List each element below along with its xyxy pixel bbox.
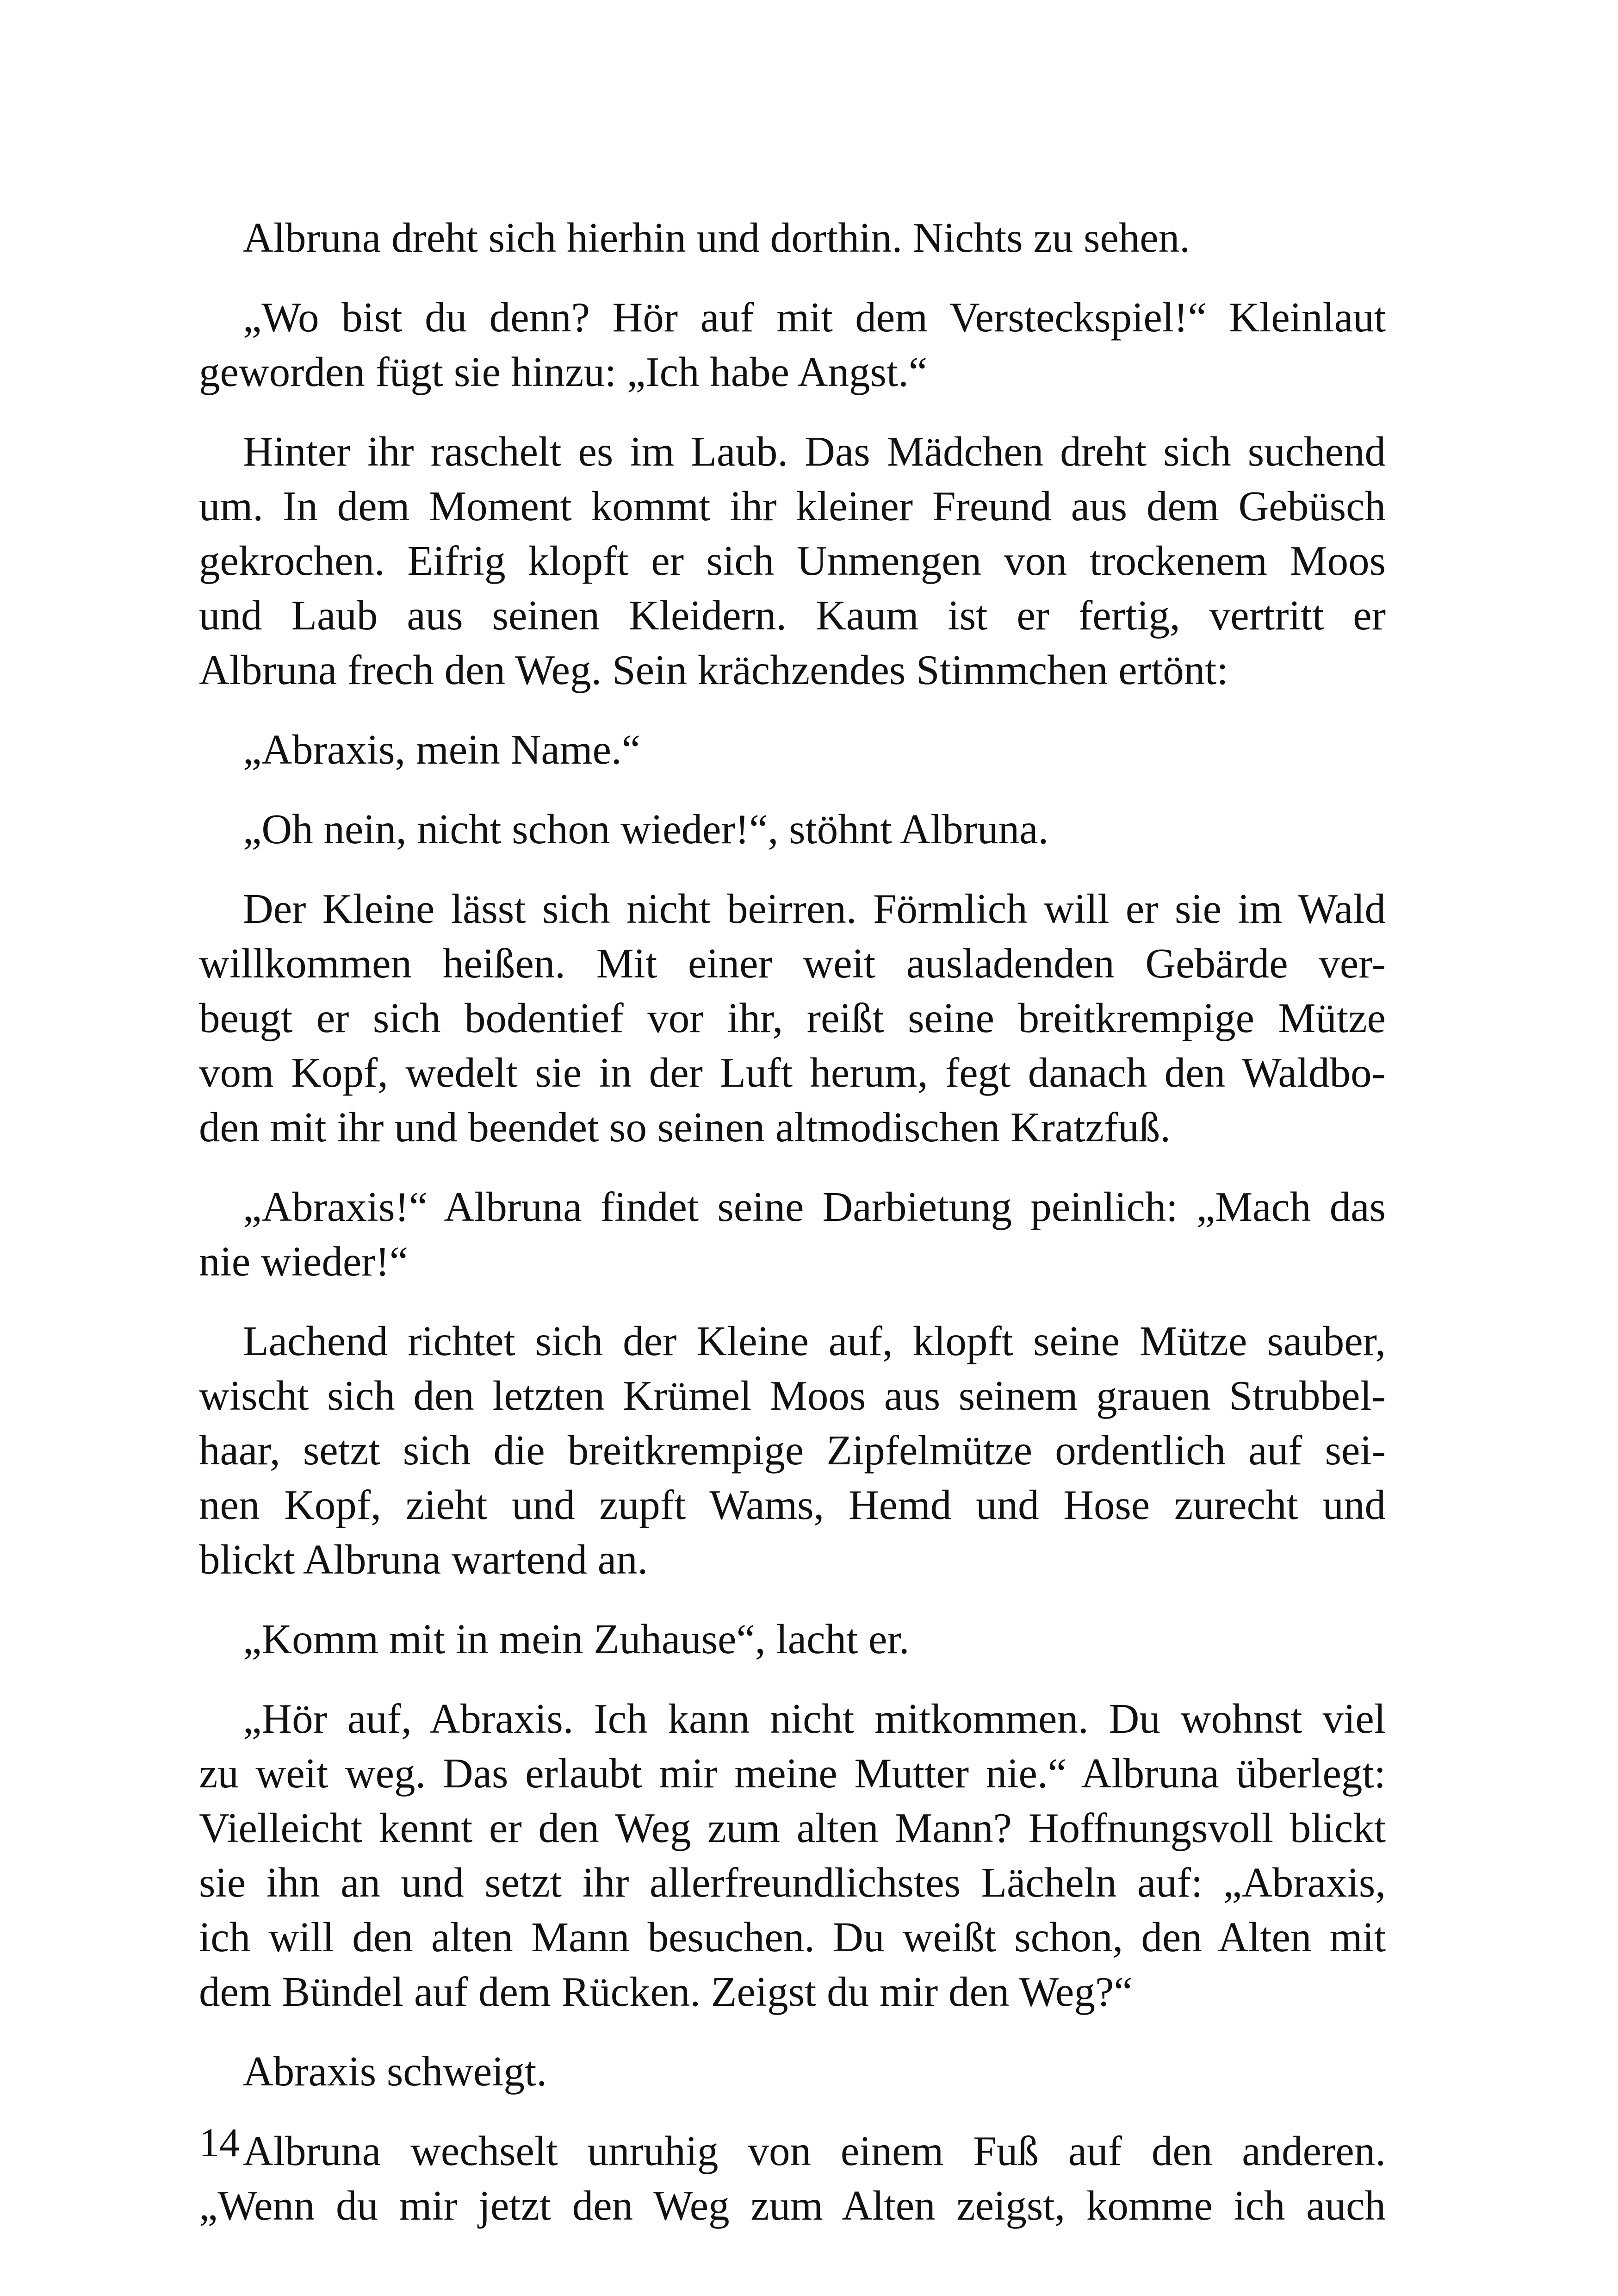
paragraph [199, 211, 1386, 265]
text-line: „Abraxis!“ Albruna findet seine Darbietung peinlich: „Mach das [243, 1183, 1386, 1230]
text-line: „Wenn du mir jetzt den Weg zum Alten zeigst, komme ich auch [199, 2182, 1386, 2229]
text-line: Albruna dreht sich hierhin und dorthin. Nichts zu sehen. [243, 214, 1190, 261]
paragraph [199, 2124, 1386, 2233]
paragraph [199, 1692, 1386, 2019]
text-line: Lachend richtet sich der Kleine auf, klopft seine Mütze sauber, [243, 1318, 1386, 1364]
text-line: gekrochen. Eifrig klopft er sich Unmengen von trockenem Moos [199, 537, 1386, 584]
text-line: geworden fügt sie hinzu: „Ich habe Angst.“ [199, 348, 928, 395]
paragraph [199, 290, 1386, 399]
paragraph [199, 722, 1386, 777]
paragraph [199, 1180, 1386, 1289]
text-line: „Komm mit in mein Zuhause“, lacht er. [243, 1616, 910, 1662]
paragraph [199, 802, 1386, 857]
text-line: willkommen heißen. Mit einer weit ausladenden Gebärde ver- [199, 940, 1386, 987]
text-line: und Laub aus seinen Kleidern. Kaum ist er fertig, vertritt er [199, 592, 1386, 639]
book-page-text [199, 211, 1386, 2258]
text-line: um. In dem Moment kommt ihr kleiner Freund aus dem Gebüsch [199, 483, 1386, 529]
text-line: dem Bündel auf dem Rücken. Zeigst du mir den Weg?“ [199, 1968, 1133, 2015]
text-line: wischt sich den letzten Krümel Moos aus seinem grauen Strubbel- [199, 1372, 1386, 1419]
text-line: nen Kopf, zieht und zupft Wams, Hemd und Hose zurecht und [199, 1481, 1386, 1528]
paragraph [199, 1314, 1386, 1587]
text-line: sie ihn an und setzt ihr allerfreundlichstes Lächeln auf: „Abraxis, [199, 1859, 1386, 1906]
paragraph [199, 424, 1386, 697]
text-line: zu weit weg. Das erlaubt mir meine Mutter nie.“ Albruna überlegt: [199, 1750, 1386, 1797]
text-line: Abraxis schweigt. [243, 2048, 547, 2095]
page-number: 14 [199, 2121, 240, 2165]
text-line: ich will den alten Mann besuchen. Du weißt schon, den Alten mit [199, 1914, 1386, 1960]
text-line: beugt er sich bodentief vor ihr, reißt seine breitkrempige Mütze [199, 995, 1386, 1041]
text-line: blickt Albruna wartend an. [199, 1536, 648, 1583]
text-line: Albruna wechselt unruhig von einem Fuß auf den anderen. [243, 2128, 1386, 2174]
text-line: „Oh nein, nicht schon wieder!“, stöhnt Albruna. [243, 806, 1049, 852]
paragraph [199, 1612, 1386, 1667]
paragraph [199, 882, 1386, 1155]
text-line: Hinter ihr raschelt es im Laub. Das Mädchen dreht sich suchend [243, 428, 1386, 475]
text-line: den mit ihr und beendet so seinen altmodischen Kratzfuß. [199, 1104, 1171, 1151]
text-line: Vielleicht kennt er den Weg zum alten Mann? Hoffnungsvoll blickt [199, 1804, 1386, 1851]
text-line: Der Kleine lässt sich nicht beirren. Förmlich will er sie im Wald [243, 885, 1386, 932]
text-line: nie wieder!“ [199, 1238, 409, 1285]
text-line: „Hör auf, Abraxis. Ich kann nicht mitkommen. Du wohnst viel [243, 1695, 1386, 1742]
paragraph [199, 2044, 1386, 2099]
text-line: „Wo bist du denn? Hör auf mit dem Versteckspiel!“ Kleinlaut [243, 294, 1386, 341]
text-line: vom Kopf, wedelt sie in der Luft herum, fegt danach den Waldbo- [199, 1049, 1386, 1096]
text-line: Albruna frech den Weg. Sein krächzendes Stimmchen ertönt: [199, 647, 1228, 693]
text-line: haar, setzt sich die breitkrempige Zipfelmütze ordentlich auf sei- [199, 1427, 1386, 1474]
text-line: „Abraxis, mein Name.“ [243, 726, 641, 773]
